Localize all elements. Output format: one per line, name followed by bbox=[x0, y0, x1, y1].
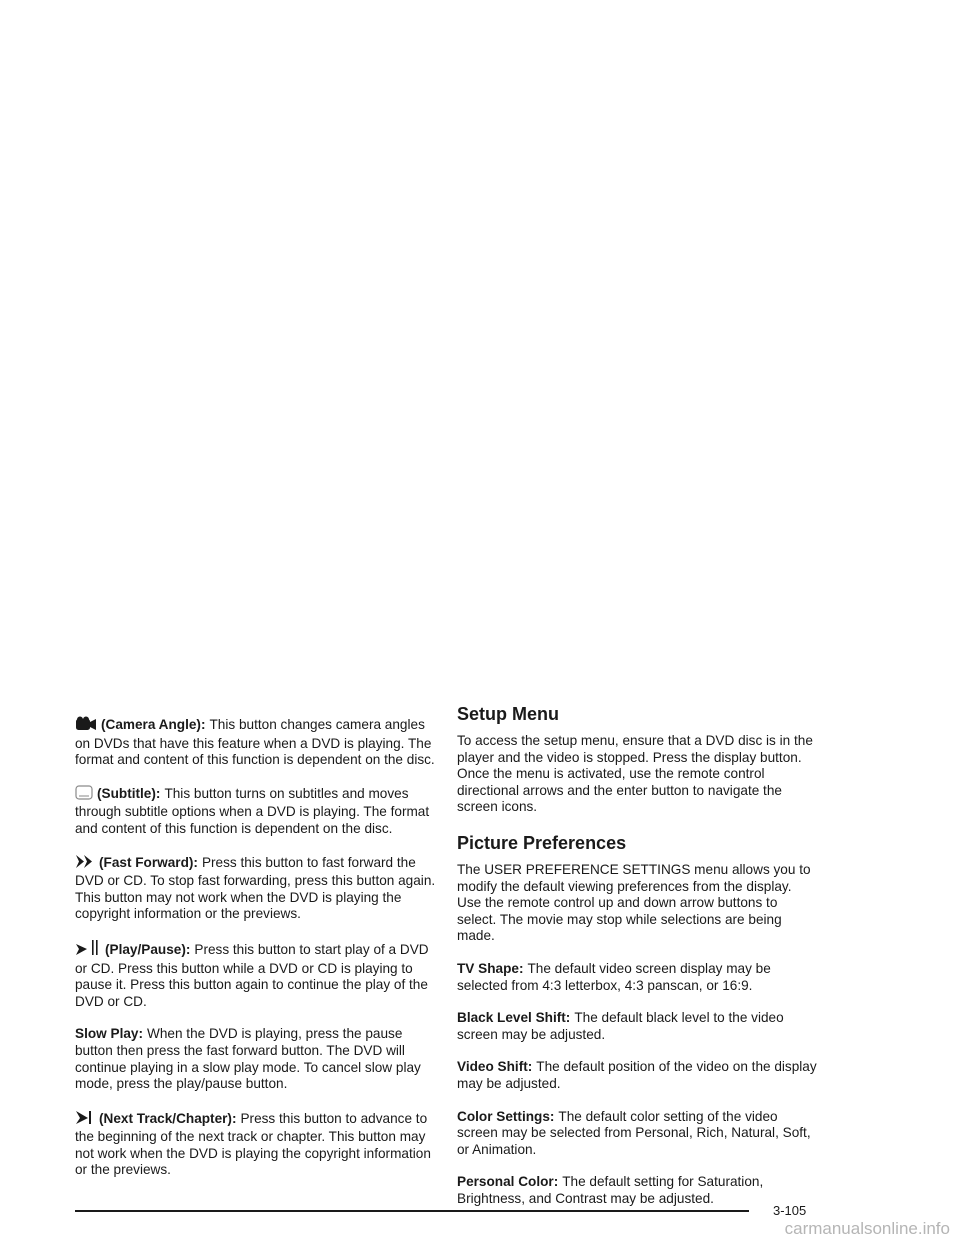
tv-shape-text: The default video screen display may be selected from 4:3 letterbox, 4:3 panscan, or 16:9. bbox=[457, 960, 771, 993]
tv-shape-term: TV Shape: bbox=[457, 960, 524, 976]
subtitle-paragraph bbox=[75, 785, 437, 838]
video-shift-text: The default position of the video on the display may be adjusted. bbox=[457, 1059, 817, 1091]
play-pause-icon bbox=[75, 939, 101, 961]
picture-preferences-paragraph: The USER PREFERENCE SETTINGS menu allows you to modify the default viewing preferences from the display. Use the remote control up and down arrow buttons to select. The movie may stop while selections are being made. bbox=[457, 861, 811, 944]
play-pause-paragraph bbox=[75, 939, 437, 1010]
right-column bbox=[457, 704, 819, 1223]
picture-preferences-heading: Picture Preferences bbox=[457, 832, 627, 853]
subtitle-text: This button turns on subtitles and moves through subtitle options when a DVD is playing. The format and content of this function is dependent on the disc. bbox=[75, 785, 430, 836]
slow-play-paragraph bbox=[75, 1026, 437, 1092]
left-column bbox=[75, 716, 437, 1195]
fast-forward-term: (Fast Forward): bbox=[99, 854, 198, 870]
setup-menu-paragraph: To access the setup menu, ensure that a DVD disc is in the player and the video is stopped. Press the display button. Once the menu is activated, use the remote control directional arrows and the enter button to navigate the screen icons. bbox=[457, 733, 813, 815]
camera-angle-text: This button changes camera angles on DVDs that have this feature when a DVD is playing. The format and content of this function is dependent on the disc. bbox=[75, 717, 435, 768]
color-settings-text: The default color setting of the video screen may be selected from Personal, Rich, Natural, Soft, or Animation. bbox=[457, 1108, 811, 1157]
slow-play-text: When the DVD is playing, press the pause button then press the fast forward button. The DVD will continue playing in a slow play mode. To cancel slow play mode, press the play/pause button. bbox=[75, 1026, 421, 1092]
video-shift-paragraph bbox=[457, 1059, 819, 1092]
footer-rule bbox=[75, 1210, 749, 1212]
camera-angle-paragraph bbox=[75, 716, 437, 769]
black-level-text: The default black level to the video screen may be adjusted. bbox=[457, 1010, 784, 1042]
camera-angle-term: (Camera Angle): bbox=[101, 717, 206, 732]
color-settings-paragraph bbox=[457, 1109, 819, 1159]
next-track-text: Press this button to advance to the beginning of the next track or chapter. This button may not work when the DVD is playing the copyright information or the previews. bbox=[75, 1110, 431, 1178]
fast-forward-text: Press this button to fast forward the DVD or CD. To stop fast forwarding, press this button again. This button may not work when the DVD is playing the copyright information or the previews. bbox=[75, 854, 436, 922]
watermark: carmanualsonline.info bbox=[784, 1219, 950, 1238]
color-settings-term: Color Settings: bbox=[457, 1108, 555, 1124]
personal-color-paragraph bbox=[457, 1174, 819, 1207]
personal-color-text: The default setting for Saturation, Brightness, and Contrast may be adjusted. bbox=[457, 1174, 764, 1206]
fast-forward-paragraph bbox=[75, 854, 437, 923]
personal-color-term: Personal Color: bbox=[457, 1174, 559, 1190]
subtitle-icon bbox=[75, 785, 93, 805]
page-number: 3-105 bbox=[773, 1203, 807, 1218]
play-pause-text: Press this button to start play of a DVD or CD. Press this button while a DVD or CD is playing to pause it. Press this button again to continue the play of the DVD or CD. bbox=[75, 941, 429, 1009]
black-level-paragraph bbox=[457, 1010, 819, 1043]
tv-shape-paragraph bbox=[457, 961, 819, 994]
camera-angle-icon bbox=[75, 716, 97, 736]
next-track-term: (Next Track/Chapter): bbox=[99, 1110, 237, 1126]
next-track-icon bbox=[75, 1109, 95, 1130]
setup-menu-heading: Setup Menu bbox=[457, 704, 559, 724]
slow-play-term: Slow Play: bbox=[75, 1026, 143, 1042]
subtitle-term: (Subtitle): bbox=[97, 785, 161, 801]
next-track-paragraph bbox=[75, 1109, 437, 1179]
black-level-term: Black Level Shift: bbox=[457, 1010, 571, 1026]
fast-forward-icon bbox=[75, 854, 95, 874]
play-pause-term: (Play/Pause): bbox=[105, 941, 191, 957]
video-shift-term: Video Shift: bbox=[457, 1059, 533, 1075]
